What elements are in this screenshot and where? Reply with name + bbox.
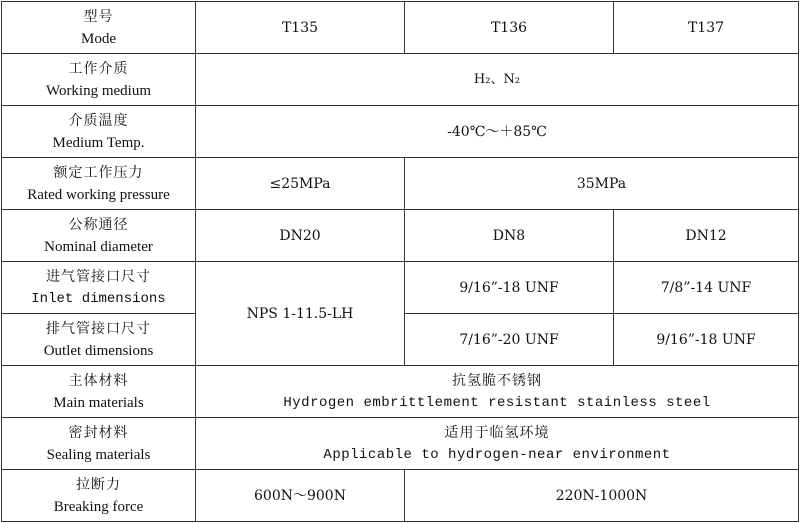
label-diameter [2, 210, 196, 262]
label-inlet [2, 262, 196, 314]
row-main-material [2, 366, 799, 418]
diameter-t136: DN8 [405, 210, 614, 262]
outlet-t137: 9/16”-18 UNF [614, 314, 799, 366]
label-main-material-en: Main materials [53, 394, 144, 411]
thread-t135: NPS 1-11.5-LH [196, 262, 405, 366]
label-diameter-zh: 公称通径 [68, 216, 129, 233]
row-temp [2, 106, 799, 158]
label-main-material-zh: 主体材料 [68, 372, 129, 389]
main-material-en: Hydrogen embrittlement resistant stainless steel [283, 394, 711, 411]
row-sealing [2, 418, 799, 470]
row-breaking [2, 470, 799, 522]
sealing-en: Applicable to hydrogen-near environment [323, 446, 671, 463]
label-medium-en: Working medium [45, 82, 152, 99]
label-temp [2, 106, 196, 158]
label-temp-zh: 介质温度 [68, 112, 129, 129]
diameter-t137: DN12 [614, 210, 799, 262]
sealing-zh: 适用于临氢环境 [444, 424, 550, 441]
label-pressure-zh: 额定工作压力 [53, 164, 144, 181]
label-model [2, 2, 196, 54]
sealing-value [196, 418, 799, 470]
model-t137: T137 [614, 2, 799, 54]
pressure-t135: ≤25MPa [196, 158, 405, 210]
label-model-zh: 型号 [83, 8, 114, 25]
label-medium [2, 54, 196, 106]
row-pressure [2, 158, 799, 210]
row-model [2, 2, 799, 54]
label-outlet-zh: 排气管接口尺寸 [46, 320, 151, 337]
model-t135: T135 [196, 2, 405, 54]
inlet-t137: 7/8”-14 UNF [614, 262, 799, 314]
medium-value: H₂、N₂ [196, 54, 799, 106]
label-breaking-zh: 拉断力 [76, 476, 121, 493]
label-sealing-en: Sealing materials [46, 446, 151, 463]
label-diameter-en: Nominal diameter [44, 238, 153, 255]
label-temp-en: Medium Temp. [52, 134, 145, 151]
model-t136: T136 [405, 2, 614, 54]
main-material-value [196, 366, 799, 418]
row-inlet [2, 262, 799, 314]
pressure-t136-t137: 35MPa [405, 158, 799, 210]
diameter-t135: DN20 [196, 210, 405, 262]
label-inlet-en: Inlet dimensions [31, 290, 166, 307]
outlet-t136: 7/16”-20 UNF [405, 314, 614, 366]
label-sealing-zh: 密封材料 [68, 424, 129, 441]
spec-table [1, 1, 799, 522]
label-inlet-zh: 进气管接口尺寸 [46, 268, 151, 285]
label-outlet-en: Outlet dimensions [43, 342, 154, 359]
label-breaking [2, 470, 196, 522]
breaking-t136-t137: 220N-1000N [405, 470, 799, 522]
label-breaking-en: Breaking force [53, 498, 144, 515]
label-pressure-en: Rated working pressure [27, 186, 170, 203]
row-medium [2, 54, 799, 106]
main-material-zh: 抗氢脆不锈钢 [452, 372, 542, 389]
label-outlet [2, 314, 196, 366]
label-pressure [2, 158, 196, 210]
label-medium-zh: 工作介质 [68, 60, 129, 77]
inlet-t136: 9/16”-18 UNF [405, 262, 614, 314]
row-diameter [2, 210, 799, 262]
label-main-material [2, 366, 196, 418]
breaking-t135: 600N～900N [196, 470, 405, 522]
label-sealing [2, 418, 196, 470]
temp-value: -40℃～＋85℃ [196, 106, 799, 158]
label-model-en: Mode [81, 30, 116, 47]
